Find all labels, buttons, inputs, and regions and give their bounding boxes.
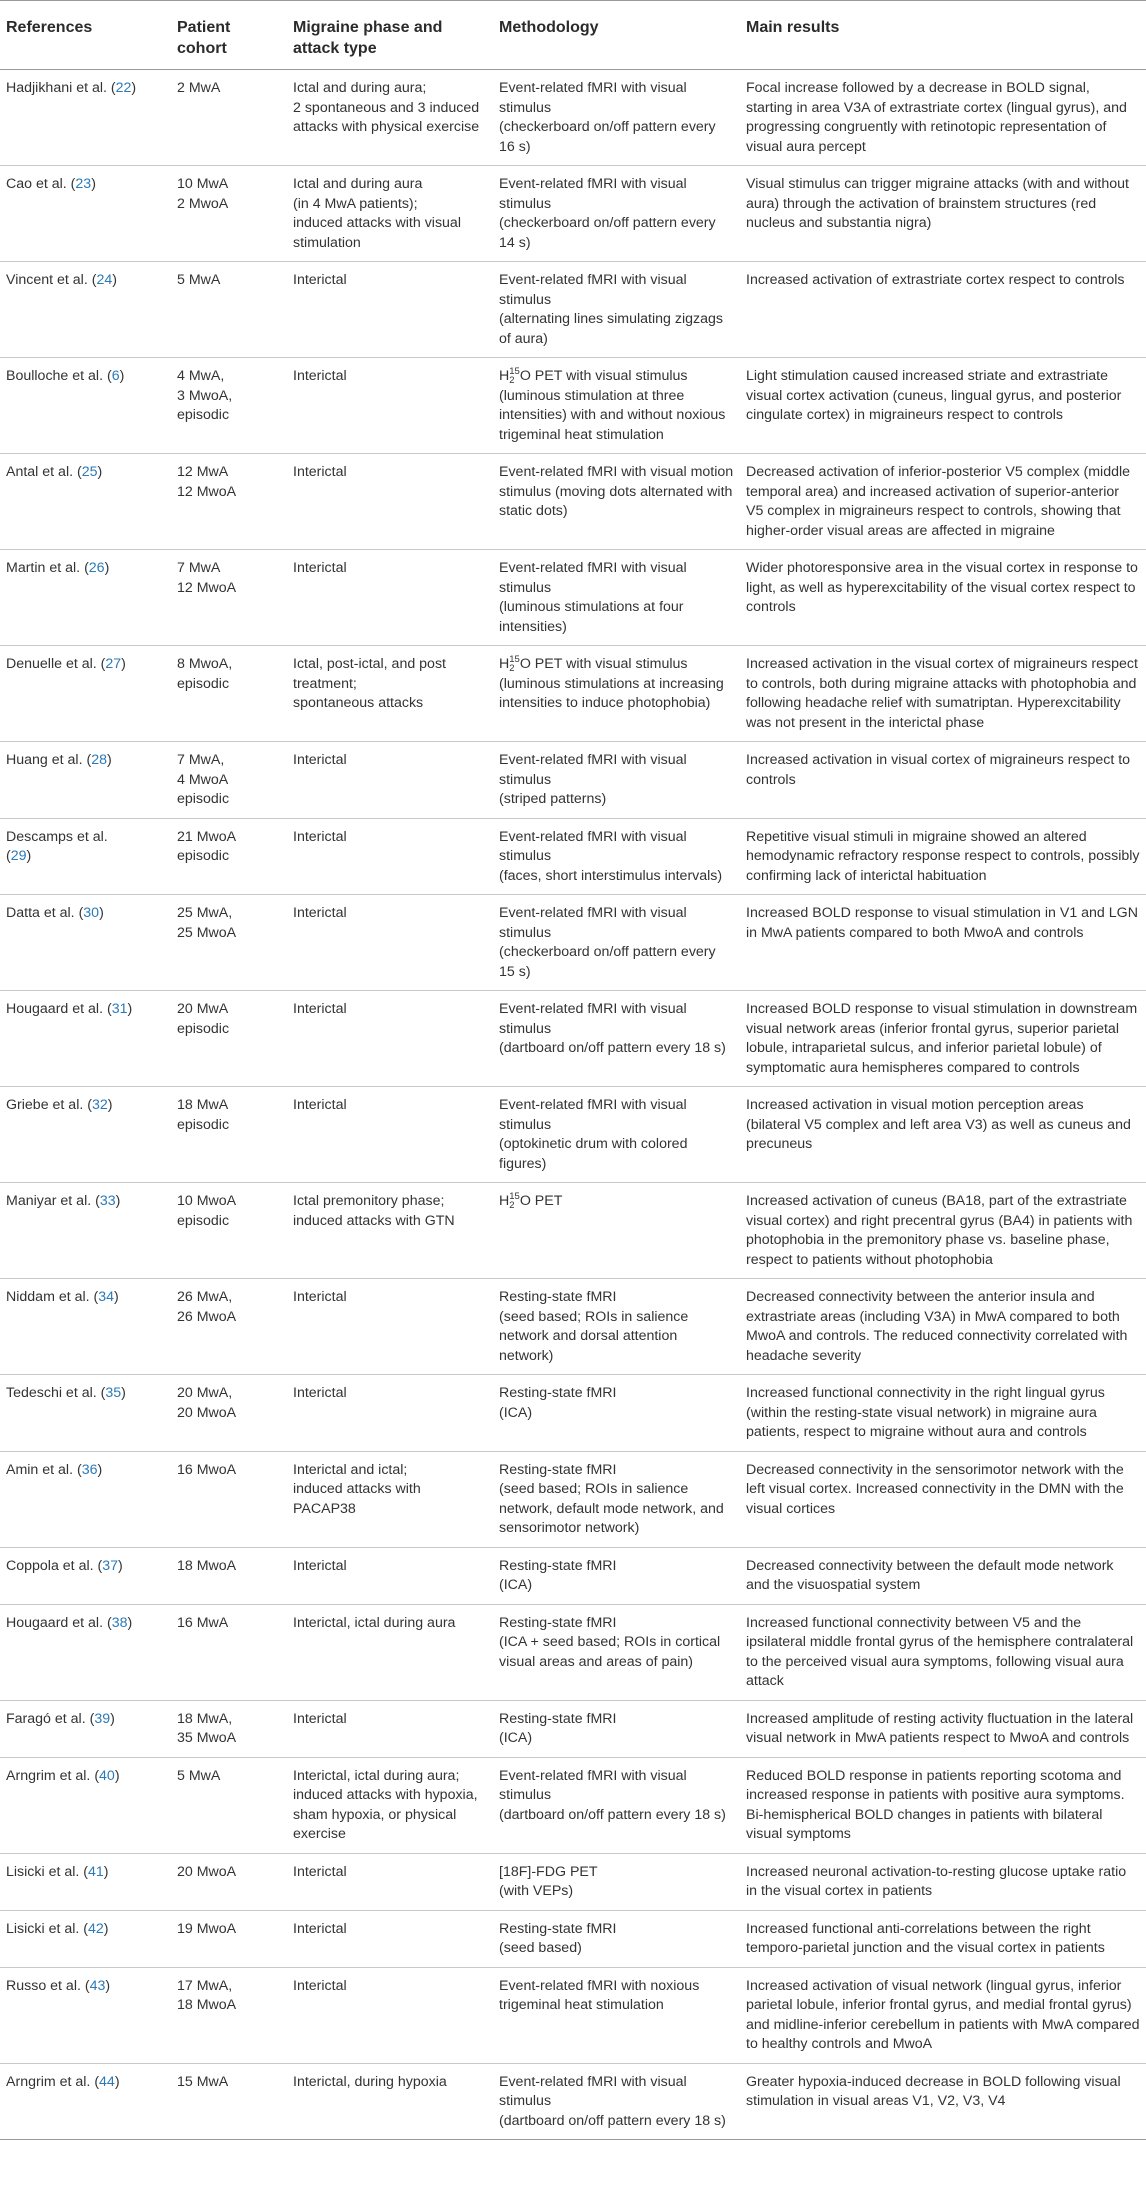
phase-cell: Interictal, during hypoxia xyxy=(287,2063,493,2140)
reference-authors: Lisicki et al. xyxy=(6,1920,84,1937)
reference-authors: Boulloche et al. xyxy=(6,368,107,384)
results-cell: Increased activation in visual motion perception areas (bilateral V5 complex and left area V3) as well as cuneus and precuneus xyxy=(740,1087,1146,1183)
reference-open-paren: ( xyxy=(84,560,89,576)
citation-link[interactable]: 29 xyxy=(10,848,27,864)
table-row xyxy=(0,1967,1146,2063)
reference-cell xyxy=(0,1700,171,1757)
table-row xyxy=(0,1279,1146,1375)
citation-link[interactable]: 24 xyxy=(96,272,113,288)
citation-link[interactable]: 31 xyxy=(111,1001,128,1017)
reference-authors: Maniyar et al. xyxy=(6,1193,96,1209)
cohort-cell: 16 MwA xyxy=(171,1604,287,1700)
phase-cell: Interictal xyxy=(287,1547,493,1604)
results-cell: Increased activation in the visual cortex of migraineurs respect to controls, both during migraine attacks with photophobia and following headache relief with sumatriptan. Hyperexcitability was not present in the interictal phase xyxy=(740,646,1146,742)
reference-close-paren: ) xyxy=(114,1767,120,1784)
phase-cell: Interictal xyxy=(287,1853,493,1910)
cohort-cell: 4 MwA, 3 MwoA, episodic xyxy=(171,358,287,454)
reference-close-paren: ) xyxy=(127,1001,133,1017)
reference-close-paren: ) xyxy=(103,1920,109,1937)
phase-cell: Interictal xyxy=(287,1375,493,1452)
citation-link[interactable]: 35 xyxy=(105,1385,122,1401)
reference-cell xyxy=(0,1547,171,1604)
methodology-cell xyxy=(493,646,740,742)
reference-authors: Huang et al. xyxy=(6,752,87,768)
reference-cell xyxy=(0,1087,171,1183)
phase-cell: Ictal and during aura; 2 spontaneous and 3 induced attacks with physical exercise xyxy=(287,70,493,166)
methodology-cell: Resting-state fMRI (ICA + seed based; ROIs in cortical visual areas and areas of pain) xyxy=(493,1604,740,1700)
tracer-o-pet: O PET xyxy=(519,368,563,384)
methodology-cell: Resting-state fMRI (ICA) xyxy=(493,1547,740,1604)
reference-open-paren: ( xyxy=(110,80,116,96)
reference-cell xyxy=(0,1910,171,1967)
results-cell: Wider photoresponsive area in the visual cortex in response to light, as well as hyperexcitability of the visual cortex respect to controls xyxy=(740,550,1146,646)
results-cell: Decreased connectivity between the default mode network and the visuospatial system xyxy=(740,1547,1146,1604)
reference-cell xyxy=(0,166,171,262)
reference-close-paren: ) xyxy=(103,1863,109,1880)
methodology-cell: Event-related fMRI with noxious trigeminal heat stimulation xyxy=(493,1967,740,2063)
reference-open-paren: ( xyxy=(106,1001,112,1017)
cohort-cell: 18 MwA episodic xyxy=(171,1087,287,1183)
reference-authors: Niddam et al. xyxy=(6,1289,94,1305)
reference-cell xyxy=(0,2063,171,2140)
reference-authors: Cao et al. xyxy=(6,176,71,192)
reference-close-paren: ) xyxy=(114,1289,119,1305)
reference-open-paren: ( xyxy=(78,905,84,921)
table-row xyxy=(0,1087,1146,1183)
methodology-cell: Event-related fMRI with visual stimulus (checkerboard on/off pattern every 14 s) xyxy=(493,166,740,262)
table-row xyxy=(0,1853,1146,1910)
header-row xyxy=(0,1,1146,70)
citation-link[interactable]: 42 xyxy=(88,1920,104,1937)
phase-cell: Interictal xyxy=(287,262,493,358)
citation-link[interactable]: 27 xyxy=(105,656,122,672)
reference-authors: Denuelle et al. xyxy=(6,656,101,672)
table-row xyxy=(0,70,1146,166)
citation-link[interactable]: 40 xyxy=(99,1767,115,1784)
reference-cell xyxy=(0,262,171,358)
reference-close-paren: ) xyxy=(97,464,103,480)
results-cell: Increased BOLD response to visual stimulation in V1 and LGN in MwA patients compared to both MwoA and controls xyxy=(740,895,1146,991)
citation-link[interactable]: 22 xyxy=(115,80,132,96)
reference-open-paren: ( xyxy=(97,1557,103,1574)
header-main-results: Main results xyxy=(740,1,1146,70)
methodology-cell: Event-related fMRI with visual stimulus (checkerboard on/off pattern every 16 s) xyxy=(493,70,740,166)
reference-authors: Hougaard et al. xyxy=(6,1001,107,1017)
tracer-h: H xyxy=(499,368,510,384)
phase-cell: Interictal xyxy=(287,1087,493,1183)
cohort-cell: 25 MwA, 25 MwoA xyxy=(171,895,287,991)
reference-close-paren: ) xyxy=(26,848,32,864)
reference-close-paren: ) xyxy=(99,905,104,921)
results-cell: Light stimulation caused increased striate and extrastriate visual cortex activation (cuneus, lingual gyrus, and posterior cingulate cortex) in migraineurs respect to controls xyxy=(740,358,1146,454)
methodology-text: with visual stimulus (luminous stimulations at increasing intensities to induce photophobia) xyxy=(499,656,724,711)
methodology-cell: Resting-state fMRI (seed based; ROIs in salience network and dorsal attention network) xyxy=(493,1279,740,1375)
reference-cell xyxy=(0,895,171,991)
reference-authors: Tedeschi et al. xyxy=(6,1385,101,1401)
table-row xyxy=(0,550,1146,646)
reference-open-paren: ( xyxy=(87,1097,92,1113)
phase-cell: Ictal, post-ictal, and post treatment; spontaneous attacks xyxy=(287,646,493,742)
header-patient-cohort: Patient cohort xyxy=(171,1,287,70)
phase-cell: Interictal xyxy=(287,1910,493,1967)
phase-cell: Interictal xyxy=(287,991,493,1087)
cohort-cell: 16 MwoA xyxy=(171,1451,287,1547)
citation-link[interactable]: 26 xyxy=(88,560,105,576)
reference-open-paren: ( xyxy=(100,1385,106,1401)
citation-link[interactable]: 36 xyxy=(81,1461,98,1478)
phase-cell: Ictal and during aura (in 4 MwA patients); induced attacks with visual stimulation xyxy=(287,166,493,262)
reference-authors: Antal et al. xyxy=(6,464,77,480)
citation-link[interactable]: 23 xyxy=(75,176,92,192)
methodology-cell: Event-related fMRI with visual stimulus (striped patterns) xyxy=(493,742,740,819)
table-row xyxy=(0,646,1146,742)
cohort-cell: 26 MwA, 26 MwoA xyxy=(171,1279,287,1375)
reference-cell xyxy=(0,550,171,646)
reference-close-paren: ) xyxy=(105,1977,111,1994)
table-row xyxy=(0,991,1146,1087)
tracer-o-pet: O PET xyxy=(519,1193,563,1209)
results-cell: Increased amplitude of resting activity fluctuation in the lateral visual network in MwA patients respect to MwoA and controls xyxy=(740,1700,1146,1757)
reference-close-paren: ) xyxy=(114,2073,120,2090)
tracer-subscript: 2 xyxy=(509,1200,515,1212)
cohort-cell: 2 MwA xyxy=(171,70,287,166)
methodology-cell: Resting-state fMRI (seed based) xyxy=(493,1910,740,1967)
table-row xyxy=(0,1604,1146,1700)
phase-cell: Interictal xyxy=(287,895,493,991)
reference-cell xyxy=(0,1279,171,1375)
phase-cell: Interictal xyxy=(287,358,493,454)
reference-open-paren: ( xyxy=(94,2073,100,2090)
reference-cell xyxy=(0,646,171,742)
phase-cell: Interictal, ictal during aura xyxy=(287,1604,493,1700)
citation-link[interactable]: 25 xyxy=(81,464,98,480)
tracer-o-pet: O PET xyxy=(519,656,563,672)
cohort-cell: 18 MwoA xyxy=(171,1547,287,1604)
phase-cell: Interictal xyxy=(287,1700,493,1757)
results-cell: Increased functional connectivity in the right lingual gyrus (within the resting-state visual network) in migraine aura patients, respect to migraine without aura and controls xyxy=(740,1375,1146,1452)
phase-cell: Interictal xyxy=(287,1967,493,2063)
phase-cell: Interictal xyxy=(287,742,493,819)
results-cell: Increased functional connectivity between V5 and the ipsilateral middle frontal gyrus of the hemisphere contralateral to the perceived visual aura symptoms, following visual aura attack xyxy=(740,1604,1146,1700)
cohort-cell: 20 MwoA xyxy=(171,1853,287,1910)
reference-open-paren: ( xyxy=(76,1461,82,1478)
tracer-h: H xyxy=(499,1193,510,1209)
citation-link[interactable]: 6 xyxy=(111,368,120,384)
reference-cell xyxy=(0,358,171,454)
table-row xyxy=(0,1757,1146,1853)
tracer-isotope xyxy=(509,1192,520,1210)
reference-close-paren: ) xyxy=(121,656,126,672)
reference-authors: Datta et al. xyxy=(6,905,79,921)
reference-authors: Arngrim et al. xyxy=(6,1767,95,1784)
tracer-superscript: 15 xyxy=(509,366,520,378)
reference-close-paren: ) xyxy=(112,272,117,288)
reference-open-paren: ( xyxy=(83,1920,89,1937)
methodology-cell: Resting-state fMRI (seed based; ROIs in salience network, default mode network, and sensorimotor network) xyxy=(493,1451,740,1547)
reference-authors: Lisicki et al. xyxy=(6,1863,84,1880)
reference-close-paren: ) xyxy=(110,1710,115,1727)
methodology-cell: Event-related fMRI with visual stimulus (dartboard on/off pattern every 18 s) xyxy=(493,991,740,1087)
header-references: References xyxy=(0,1,171,70)
cohort-cell: 20 MwA, 20 MwoA xyxy=(171,1375,287,1452)
citation-link[interactable]: 39 xyxy=(94,1710,111,1727)
reference-close-paren: ) xyxy=(97,1461,103,1478)
reference-open-paren: ( xyxy=(106,1614,112,1631)
cohort-cell: 10 MwA 2 MwoA xyxy=(171,166,287,262)
table-row xyxy=(0,895,1146,991)
header-migraine-phase: Migraine phase and attack type xyxy=(287,1,493,70)
reference-cell xyxy=(0,1853,171,1910)
reference-open-paren: ( xyxy=(84,1977,90,1994)
table-body xyxy=(0,70,1146,2140)
citation-link[interactable]: 32 xyxy=(91,1097,108,1113)
reference-close-paren: ) xyxy=(131,80,137,96)
citation-link[interactable]: 38 xyxy=(111,1614,128,1631)
citation-link[interactable]: 33 xyxy=(99,1193,116,1209)
methodology-cell: Resting-state fMRI (ICA) xyxy=(493,1700,740,1757)
reference-cell xyxy=(0,1604,171,1700)
methodology-cell: Event-related fMRI with visual motion stimulus (moving dots alternated with static dots) xyxy=(493,454,740,550)
reference-close-paren: ) xyxy=(115,1193,121,1209)
methodology-cell: Event-related fMRI with visual stimulus (faces, short interstimulus intervals) xyxy=(493,818,740,895)
results-cell: Increased activation of cuneus (BA18, part of the extrastriate visual cortex) and right precentral gyrus (BA4) in patients with photophobia in the premonitory phase vs. baseline phase, respect to patients without photophobia xyxy=(740,1183,1146,1279)
results-cell: Visual stimulus can trigger migraine attacks (with and without aura) through the activation of brainstem structures (red nucleus and substantia nigra) xyxy=(740,166,1146,262)
table-row xyxy=(0,1910,1146,1967)
results-cell: Increased BOLD response to visual stimulation in downstream visual network areas (inferior frontal gyrus, superior parietal lobule, intraparietal sulcus, and inferior parietal lobule) of symptomatic aura hemispheres compared to controls xyxy=(740,991,1146,1087)
phase-cell: Interictal and ictal; induced attacks with PACAP38 xyxy=(287,1451,493,1547)
tracer-subscript: 2 xyxy=(509,663,515,675)
cohort-cell: 8 MwoA, episodic xyxy=(171,646,287,742)
cohort-cell: 17 MwA, 18 MwoA xyxy=(171,1967,287,2063)
reference-authors: Faragó et al. xyxy=(6,1710,90,1727)
results-cell: Focal increase followed by a decrease in BOLD signal, starting in area V3A of extrastriate cortex (lingual gyrus), and progressing congruently with retinotopic representation of visual aura percept xyxy=(740,70,1146,166)
methodology-text: with visual stimulus (luminous stimulation at three intensities) with and without noxious trigeminal heat stimulation xyxy=(499,368,726,443)
reference-authors: Martin et al. xyxy=(6,560,85,576)
phase-cell: Interictal xyxy=(287,550,493,646)
results-cell: Increased activation of visual network (lingual gyrus, inferior parietal lobule, inferior frontal gyrus, and medial frontal gyrus) and midline-inferior cerebellum in patients with MwA compared to healthy controls and MwoA xyxy=(740,1967,1146,2063)
methodology-cell: Event-related fMRI with visual stimulus (alternating lines simulating zigzags of aura) xyxy=(493,262,740,358)
reference-close-paren: ) xyxy=(91,176,96,192)
reference-cell xyxy=(0,991,171,1087)
reference-cell xyxy=(0,818,171,895)
tracer-h: H xyxy=(499,656,510,672)
reference-authors: Arngrim et al. xyxy=(6,2073,95,2090)
citation-link[interactable]: 28 xyxy=(91,752,107,768)
table-row xyxy=(0,818,1146,895)
cohort-cell: 18 MwA, 35 MwoA xyxy=(171,1700,287,1757)
table-row xyxy=(0,2063,1146,2140)
reference-close-paren: ) xyxy=(119,368,125,384)
table-row xyxy=(0,1547,1146,1604)
cohort-cell: 20 MwA episodic xyxy=(171,991,287,1087)
methodology-cell: Event-related fMRI with visual stimulus (optokinetic drum with colored figures) xyxy=(493,1087,740,1183)
methodology-cell: Event-related fMRI with visual stimulus (luminous stimulations at four intensities) xyxy=(493,550,740,646)
results-cell: Increased activation in visual cortex of migraineurs respect to controls xyxy=(740,742,1146,819)
phase-cell: Ictal premonitory phase; induced attacks with GTN xyxy=(287,1183,493,1279)
results-cell: Decreased activation of inferior-posterior V5 complex (middle temporal area) and increased activation of superior-anterior V5 complex in migraineurs respect to controls, showing that higher-order visual areas are affected in migraine xyxy=(740,454,1146,550)
methodology-cell xyxy=(493,358,740,454)
tracer-isotope xyxy=(509,655,520,673)
reference-open-paren: ( xyxy=(91,272,97,288)
reference-open-paren: ( xyxy=(106,368,112,384)
reference-cell xyxy=(0,1183,171,1279)
reference-cell xyxy=(0,454,171,550)
citation-link[interactable]: 34 xyxy=(98,1289,115,1305)
results-cell: Reduced BOLD response in patients reporting scotoma and increased response in patients with positive aura symptoms. Bi-hemispherical BOLD changes in patients with bilateral visual symptoms xyxy=(740,1757,1146,1853)
cohort-cell: 7 MwA, 4 MwoA episodic xyxy=(171,742,287,819)
reference-open-paren: ( xyxy=(100,656,106,672)
header-methodology: Methodology xyxy=(493,1,740,70)
phase-cell: Interictal xyxy=(287,1279,493,1375)
reference-close-paren: ) xyxy=(107,1097,113,1113)
reference-close-paren: ) xyxy=(104,560,110,576)
results-cell: Repetitive visual stimuli in migraine showed an altered hemodynamic refractory response respect to controls, possibly confirming lack of interictal habituation xyxy=(740,818,1146,895)
cohort-cell: 5 MwA xyxy=(171,1757,287,1853)
reference-authors: Griebe et al. xyxy=(6,1097,88,1113)
reference-authors: Hadjikhani et al. xyxy=(6,80,111,96)
tracer-superscript: 15 xyxy=(509,654,520,666)
reference-authors: Russo et al. xyxy=(6,1977,85,1994)
reference-close-paren: ) xyxy=(118,1557,123,1574)
methodology-cell: [18F]-FDG PET (with VEPs) xyxy=(493,1853,740,1910)
cohort-cell: 15 MwA xyxy=(171,2063,287,2140)
table-row xyxy=(0,1183,1146,1279)
citation-link[interactable]: 44 xyxy=(99,2073,115,2090)
results-cell: Decreased connectivity between the anterior insula and extrastriate areas (including V3A) in MwA compared to both MwoA and controls. The reduced connectivity correlated with headache severity xyxy=(740,1279,1146,1375)
reference-authors: Coppola et al. xyxy=(6,1557,98,1574)
results-cell: Increased neuronal activation-to-resting glucose uptake ratio in the visual cortex in patients xyxy=(740,1853,1146,1910)
phase-cell: Interictal xyxy=(287,818,493,895)
cohort-cell: 5 MwA xyxy=(171,262,287,358)
reference-cell xyxy=(0,1967,171,2063)
reference-close-paren: ) xyxy=(127,1614,133,1631)
citation-link[interactable]: 43 xyxy=(89,1977,106,1994)
citation-link[interactable]: 37 xyxy=(102,1557,119,1574)
table-row xyxy=(0,1451,1146,1547)
reference-open-paren: ( xyxy=(83,1863,89,1880)
methodology-cell xyxy=(493,1183,740,1279)
table-row xyxy=(0,1700,1146,1757)
cohort-cell: 21 MwoA episodic xyxy=(171,818,287,895)
reference-open-paren: ( xyxy=(70,176,76,192)
reference-open-paren: ( xyxy=(86,752,92,768)
methodology-cell: Resting-state fMRI (ICA) xyxy=(493,1375,740,1452)
reference-close-paren: ) xyxy=(106,752,112,768)
methodology-cell: Event-related fMRI with visual stimulus (dartboard on/off pattern every 18 s) xyxy=(493,2063,740,2140)
results-cell: Increased activation of extrastriate cortex respect to controls xyxy=(740,262,1146,358)
table-row xyxy=(0,454,1146,550)
phase-cell: Interictal, ictal during aura; induced attacks with hypoxia, sham hypoxia, or physical exercise xyxy=(287,1757,493,1853)
table-row xyxy=(0,1375,1146,1452)
reference-authors: Vincent et al. xyxy=(6,272,92,288)
reference-open-paren: ( xyxy=(93,1289,99,1305)
results-cell: Greater hypoxia-induced decrease in BOLD following visual stimulation in visual areas V1, V2, V3, V4 xyxy=(740,2063,1146,2140)
cohort-cell: 10 MwoA episodic xyxy=(171,1183,287,1279)
reference-open-paren: ( xyxy=(89,1710,95,1727)
tracer-isotope xyxy=(509,367,520,385)
reference-authors: Amin et al. xyxy=(6,1461,77,1478)
phase-cell: Interictal xyxy=(287,454,493,550)
table-row xyxy=(0,166,1146,262)
results-cell: Decreased connectivity in the sensorimotor network with the left visual cortex. Increased connectivity in the DMN with the visual cortices xyxy=(740,1451,1146,1547)
results-cell: Increased functional anti-correlations between the right temporo-parietal junction and the visual cortex in patients xyxy=(740,1910,1146,1967)
tracer-superscript: 15 xyxy=(509,1191,520,1203)
cohort-cell: 12 MwA 12 MwoA xyxy=(171,454,287,550)
table-row xyxy=(0,742,1146,819)
reference-cell xyxy=(0,742,171,819)
reference-close-paren: ) xyxy=(121,1385,126,1401)
reference-open-paren: ( xyxy=(94,1767,100,1784)
table-row xyxy=(0,358,1146,454)
reference-authors: Descamps et al. ( xyxy=(6,828,108,864)
citation-link[interactable]: 30 xyxy=(83,905,100,921)
methodology-cell: Event-related fMRI with visual stimulus (dartboard on/off pattern every 18 s) xyxy=(493,1757,740,1853)
reference-cell xyxy=(0,1375,171,1452)
tracer-subscript: 2 xyxy=(509,375,515,387)
table-row xyxy=(0,262,1146,358)
cohort-cell: 7 MwA 12 MwoA xyxy=(171,550,287,646)
reference-cell xyxy=(0,1757,171,1853)
reference-open-paren: ( xyxy=(76,464,82,480)
reference-cell xyxy=(0,70,171,166)
reference-cell xyxy=(0,1451,171,1547)
cohort-cell: 19 MwoA xyxy=(171,1910,287,1967)
citation-link[interactable]: 41 xyxy=(88,1863,104,1880)
methodology-cell: Event-related fMRI with visual stimulus (checkerboard on/off pattern every 15 s) xyxy=(493,895,740,991)
reference-authors: Hougaard et al. xyxy=(6,1614,107,1631)
reference-open-paren: ( xyxy=(95,1193,100,1209)
